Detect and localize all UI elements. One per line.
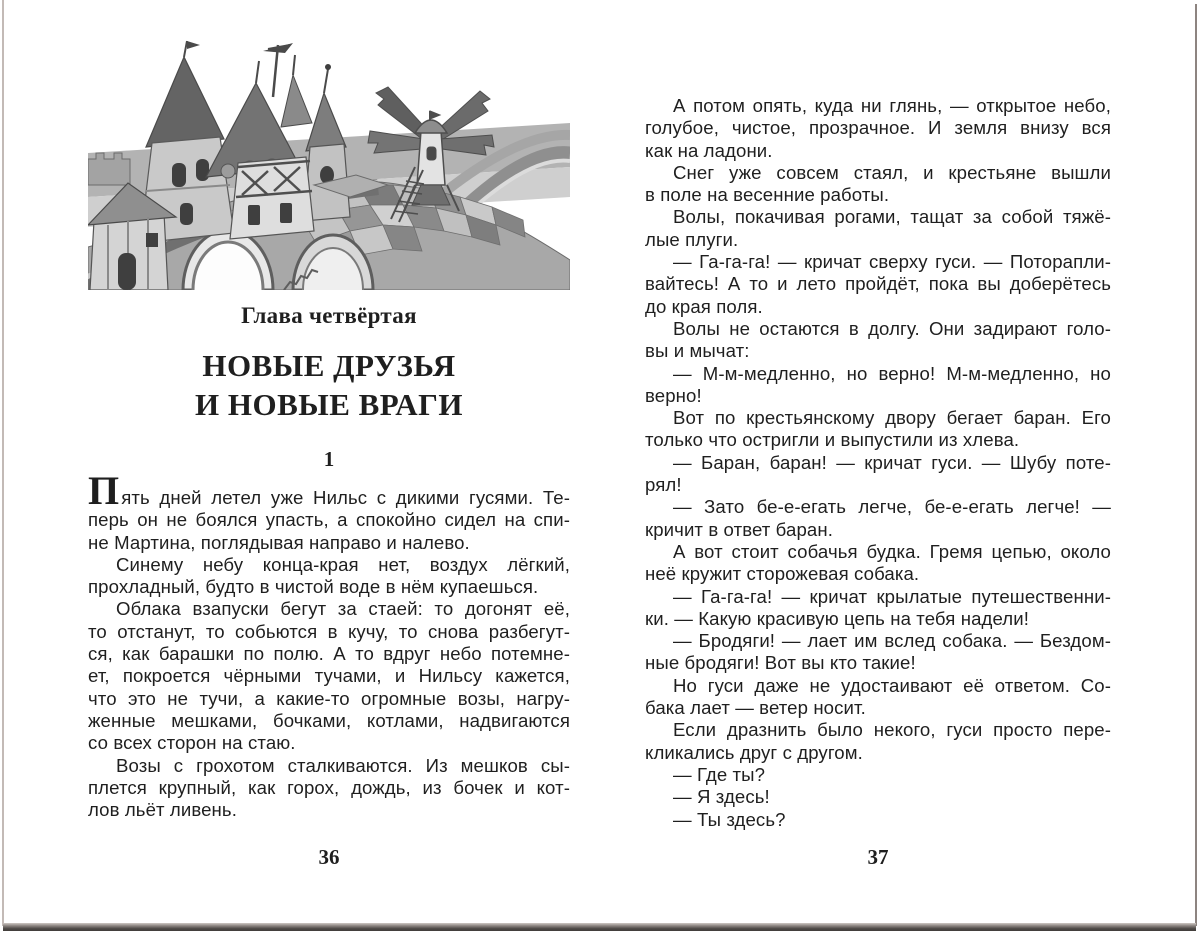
- text-line: Но гуси даже не удостаивают её ответом. Со-: [673, 674, 1111, 696]
- text-line: Вот по крестьянскому двору бегает баран. Его: [673, 407, 1111, 429]
- text-line: — Где ты?: [673, 763, 766, 785]
- text-line: — Зато бе-е-егать легче, бе-е-егать легче! —: [673, 496, 1111, 518]
- text-line: не Мартина, поглядывая направо и налево.: [88, 531, 470, 553]
- text-line: А вот стоит собачья будка. Гремя цепью, около: [673, 540, 1111, 562]
- text-line: со всех сторон на стаю.: [88, 732, 296, 754]
- chapter-label: Глава четвёртая: [241, 303, 417, 328]
- page-number-left: 36: [318, 845, 340, 869]
- text-line: в поле на весенние работы.: [645, 184, 890, 206]
- text-line: Облака взапуски бегут за стаей: то догонят её,: [116, 598, 570, 620]
- text-line: рял!: [645, 474, 682, 496]
- text-line: только что остригли и выпустили из хлева.: [645, 429, 1020, 451]
- section-number: 1: [323, 447, 335, 471]
- chapter-title: [88, 346, 570, 424]
- initial-cap: П: [88, 468, 120, 513]
- text-line: как на ладони.: [645, 139, 773, 161]
- left-page: [88, 0, 570, 932]
- text-line: Если дразнить было некого, гуси просто пере-: [673, 719, 1111, 741]
- text-line: плется крупный, как горох, дождь, из бочек и кот-: [88, 776, 570, 798]
- left-page-text: [88, 468, 570, 821]
- book-edge-bottom: [3, 923, 1196, 931]
- text-line: верно!: [645, 384, 702, 406]
- right-page-text: [645, 95, 1111, 831]
- text-line: лые плуги.: [645, 228, 739, 250]
- text-line: голубое, чистое, прозрачное. И земля внизу вся: [645, 117, 1111, 139]
- text-line: — Бродяги! — лает им вслед собака. — Бездом-: [673, 630, 1111, 652]
- text-line: ки. — Какую красивую цепь на тебя надели!: [645, 607, 1029, 629]
- text-line: бака лает — ветер носит.: [645, 697, 866, 719]
- text-line: ет, покроется чёрными тучами, и Нильсу кажется,: [88, 665, 570, 687]
- text-line: Снег уже совсем стаял, и крестьяне вышли: [673, 161, 1111, 183]
- chapter-illustration: [88, 35, 570, 290]
- book-edge-left: [2, 0, 4, 926]
- text-line: — Га-га-га! — кричат сверху гуси. — Поторапли-: [673, 251, 1111, 273]
- text-line: прохладный, будто в чистой воде в нём купаешься.: [88, 576, 539, 598]
- text-line: — Баран, баран! — кричат гуси. — Шубу поте-: [673, 451, 1111, 473]
- text-line: ные бродяги! Вот вы кто такие!: [645, 652, 916, 674]
- text-line: — Я здесь!: [673, 786, 770, 808]
- chapter-title-line1: НОВЫЕ ДРУЗЬЯ: [202, 348, 456, 383]
- text-line: — Ты здесь?: [673, 808, 786, 830]
- text-line: — М-м-медленно, но верно! М-м-медленно, но: [673, 362, 1111, 384]
- text-line: Волы не остаются в долгу. Они задирают голо-: [673, 317, 1111, 339]
- text-line: кликались друг с другом.: [645, 741, 863, 763]
- text-line: что это не тучи, а какие-то огромные возы, нагру-: [88, 687, 570, 709]
- text-line: вайтесь! А то и лето пройдёт, пока вы доберётесь: [645, 273, 1111, 295]
- text-line: Синему небу конца-края нет, воздух лёгкий,: [116, 553, 570, 575]
- page-number-right: 37: [867, 845, 889, 869]
- text-line: вы и мычат:: [645, 340, 750, 362]
- text-line: перь он не боялся упасть, а спокойно сидел на спи-: [88, 509, 570, 531]
- text-line: ся, как барашки по полю. А то вдруг небо потемне-: [88, 643, 570, 665]
- text-line: до края поля.: [645, 295, 763, 317]
- right-page: [645, 0, 1111, 932]
- text-line: Волы, покачивая рогами, тащат за собой тяжё-: [673, 206, 1111, 228]
- text-line: — Га-га-га! — кричат крылатые путешественни-: [673, 585, 1111, 607]
- text-line: кричит в ответ баран.: [645, 518, 833, 540]
- text-line: лов льёт ливень.: [88, 799, 237, 821]
- text-line: Возы с грохотом сталкиваются. Из мешков сы-: [116, 754, 570, 776]
- text-line: то отстанут, то собьются в кучу, то снова разбегут-: [88, 620, 570, 642]
- chapter-title-line2: И НОВЫЕ ВРАГИ: [194, 387, 463, 422]
- text-line: женные мешками, бочками, котлами, надвигаются: [88, 709, 570, 731]
- text-line: неё кружит сторожевая собака.: [645, 563, 920, 585]
- text-line: Пять дней летел уже Нильс с дикими гусями. Те-: [88, 468, 570, 513]
- text-line: А потом опять, куда ни глянь, — открытое небо,: [673, 95, 1111, 116]
- book-edge-right: [1195, 4, 1197, 926]
